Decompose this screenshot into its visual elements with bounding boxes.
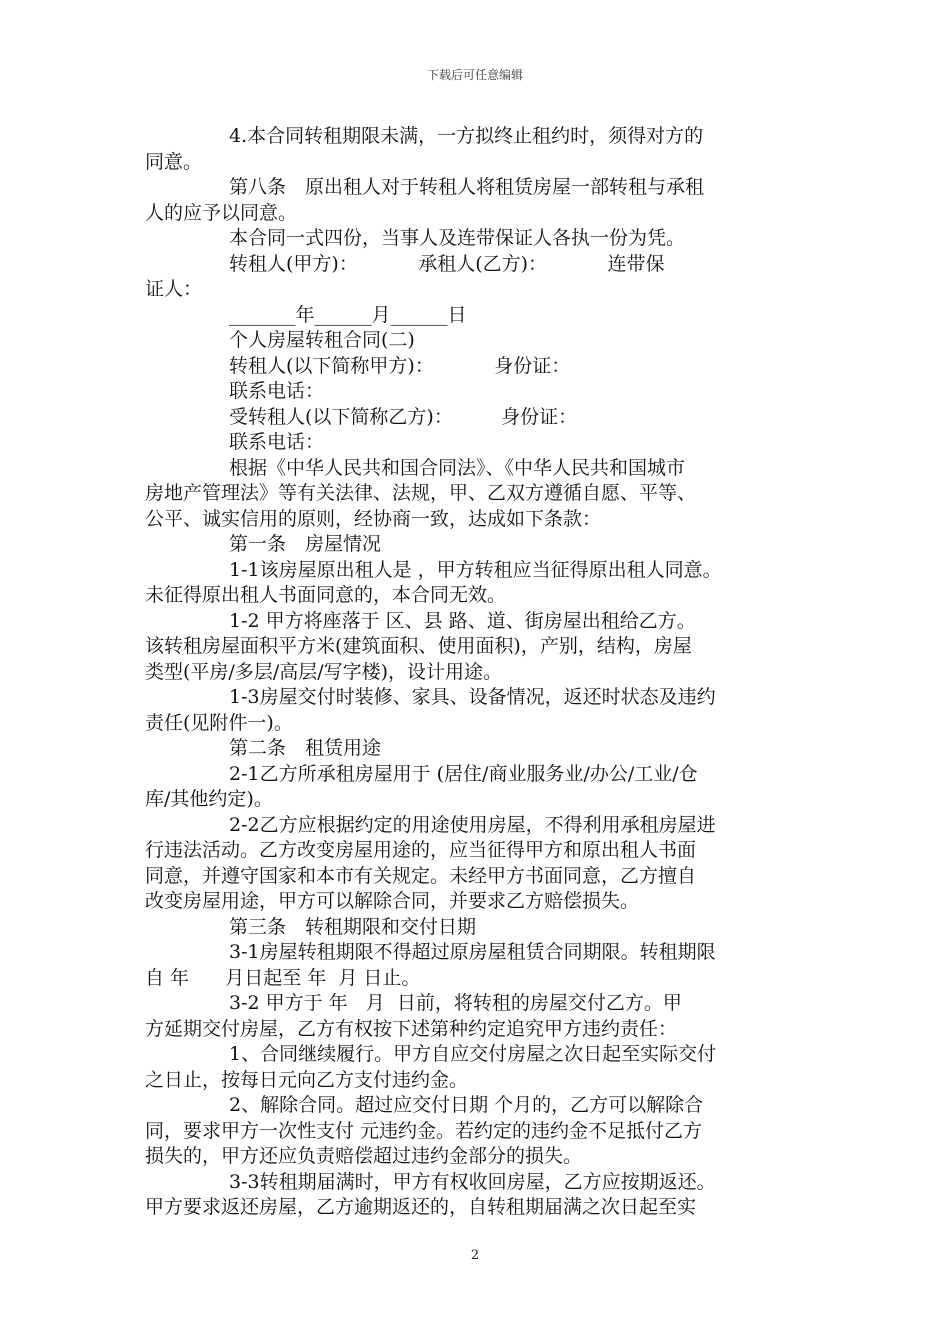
text-line: 该转租房屋面积平方米(建筑面积、使用面积)，产别，结构，房屋 — [145, 635, 692, 657]
text-line: 2-1乙方所承租房屋用于 (居住/商业服务业/办公/工业/仓 — [229, 762, 698, 785]
text-line: 库/其他约定)。 — [145, 788, 273, 810]
text-line: 第三条 转租期限和交付日期 — [229, 915, 477, 938]
text-line: 2-2乙方应根据约定的用途使用房屋，不得利用承租房屋进 — [229, 813, 716, 836]
text-line: 本合同一式四份，当事人及连带保证人各执一份为凭。 — [229, 227, 686, 249]
text-line: 3-3转租期届满时，甲方有权收回房屋，乙方应按期返还。 — [229, 1170, 716, 1193]
text-line: 2、解除合同。超过应交付日期 个月的，乙方可以解除合 — [229, 1094, 704, 1116]
text-line: 第八条 原出租人对于转租人将租赁房屋一部转租与承租 — [229, 176, 705, 198]
text-line: 联系电话： — [229, 431, 325, 453]
text-line: 3-2 甲方于 年 月 日前，将转租的房屋交付乙方。甲 — [229, 992, 682, 1014]
text-line: 1、合同继续履行。甲方自应交付房屋之次日起至实际交付 — [229, 1043, 717, 1065]
text-line: 自 年 月日起至 年 月 日止。 — [145, 966, 421, 989]
text-line: 根据《中华人民共和国合同法》、《中华人民共和国城市 — [229, 456, 686, 479]
text-line: 同，要求甲方一次性支付 元违约金。若约定的违约金不足抵付乙方 — [145, 1119, 703, 1142]
text-line: 个人房屋转租合同(二) — [229, 329, 415, 351]
text-line: 1-3房屋交付时装修、家具、设备情况，返还时状态及违约 — [229, 686, 716, 708]
text-line: 责任(见附件一)。 — [145, 711, 293, 734]
text-line: 人的应予以同意。 — [145, 201, 298, 224]
text-line: 房地产管理法》等有关法律、法规，甲、乙双方遵循自愿、平等、 — [145, 482, 697, 504]
text-line: 联系电话： — [229, 380, 325, 402]
text-line: 未征得原出租人书面同意的，本合同无效。 — [145, 584, 507, 606]
text-line: 行违法活动。乙方改变房屋用途的，应当征得甲方和原出租人书面 — [145, 839, 697, 861]
document-body — [145, 124, 805, 1221]
text-line: 4.本合同转租期限未满，一方拟终止租约时，须得对方的 — [229, 125, 704, 147]
text-line: 公平、诚实信用的原则，经协商一致，达成如下条款： — [145, 507, 602, 530]
text-line: 第一条 房屋情况 — [229, 533, 382, 555]
text-line: 类型(平房/多层/高层/写字楼)，设计用途。 — [145, 660, 503, 683]
page-number: 2 — [470, 1248, 480, 1263]
text-line: 1-2 甲方将座落于 区、县 路、道、街房屋出租给乙方。 — [229, 609, 696, 632]
text-line: 1-1该房屋原出租人是 ，甲方转租应当征得原出租人同意。 — [229, 558, 722, 581]
text-line: _______年______月______日 — [229, 303, 467, 326]
text-line: 改变房屋用途，甲方可以解除合同，并要求乙方赔偿损失。 — [145, 890, 640, 912]
text-line: 方延期交付房屋，乙方有权按下述第种约定追究甲方违约责任： — [145, 1017, 678, 1040]
text-line: 同意，并遵守国家和本市有关规定。未经甲方书面同意，乙方擅自 — [145, 864, 697, 887]
text-line: 之日止，按每日元向乙方支付违约金。 — [145, 1068, 469, 1091]
text-line: 3-1房屋转租期限不得超过原房屋租赁合同期限。转租期限 — [229, 941, 716, 963]
text-line: 证人： — [145, 278, 203, 300]
page-header: 下载后可任意编辑 — [426, 68, 523, 82]
text-line: 第二条 租赁用途 — [229, 737, 382, 759]
text-line: 损失的，甲方还应负责赔偿超过违约金部分的损失。 — [145, 1145, 583, 1167]
text-line: 甲方要求返还房屋，乙方逾期返还的，自转租期届满之次日起至实 — [145, 1196, 697, 1218]
text-line: 同意。 — [145, 150, 203, 173]
text-line: 转租人(以下简称甲方)： 身份证： — [229, 354, 571, 377]
text-line: 转租人(甲方)： 承租人(乙方)： 连带保 — [229, 252, 665, 275]
text-line: 受转租人(以下简称乙方)： 身份证： — [229, 405, 578, 428]
